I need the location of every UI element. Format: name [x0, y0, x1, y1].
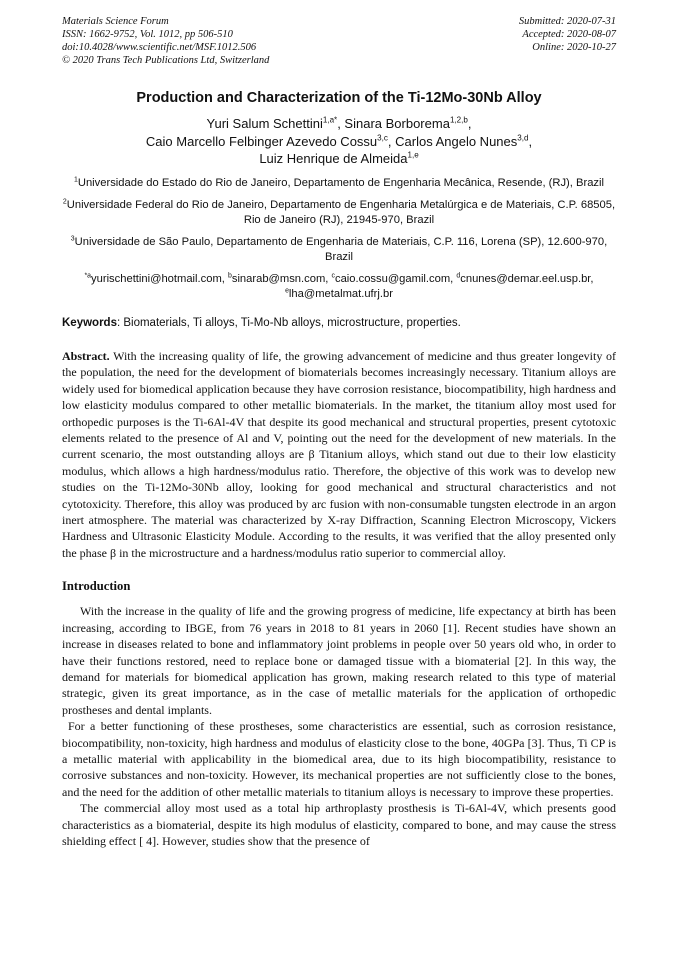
affiliation-3: $^3$Universidade de São Paulo, Departamento de Engenharia de Materiais, C.P. 116, Lorena (SP), 12.600-970, Brazil: [70, 235, 608, 263]
journal-info-block: [62, 15, 269, 67]
section-heading-introduction: Introduction: [62, 579, 131, 594]
affiliation-1: $^1$Universidade do Estado do Rio de Janeiro, Departamento de Engenharia Mecânica, Resende, (RJ), Brazil: [74, 175, 604, 189]
abstract-paragraph: [62, 348, 616, 561]
copyright-line: © 2020 Trans Tech Publications Ltd, Switzerland: [62, 55, 270, 66]
doi-line: doi:10.4028/www.scientific.net/MSF.1012.506: [62, 42, 257, 53]
affiliation-2: $^2$Universidade Federal do Rio de Janeiro, Departamento de Engenharia Metalúrgica e de Materiais, C.P. 68505, Rio de Janeiro (RJ), 21945-970, Brazil: [62, 198, 616, 226]
body-paragraph-2: For a better functioning of these prostheses, some characteristics are essential, such as corrosion resistance, biocompatibility, non-toxicity, high hardness and modulus of elasticity close to the bone, 40GPa [3]. Thus, Ti CP is a metallic material with applicability in the biomedical area, due to its high biocompatibility, resistance to corrosive substances and non-toxicity. However, its mechanical properties are not sufficiently close to the bones, and the need for the addition of other metallic materials to titanium alloys is necessary to improve these properties.: [62, 719, 616, 799]
journal-name: Materials Science Forum: [62, 16, 169, 27]
author-line-1: Yuri Salum Schettini$^{1,a*}$, Sinara Borborema$^{1,2,b}$,: [206, 115, 472, 131]
issn-volume-line: ISSN: 1662-9752, Vol. 1012, pp 506-510: [62, 29, 233, 40]
abstract-label: Abstract.: [62, 349, 110, 363]
keywords-label: Keywords: [62, 317, 117, 329]
submitted-date: Submitted: 2020-07-31: [518, 16, 616, 27]
author-line-3: Luiz Henrique de Almeida$^{1,e}$: [259, 150, 419, 166]
author-line-2: Caio Marcello Felbinger Azevedo Cossu$^{3,c}$, Carlos Angelo Nunes$^{3,d}$,: [145, 133, 533, 149]
author-emails: $^{*a}$yurischettini@hotmail.com, $^b$sinarab@msn.com, $^c$caio.cossu@gamil.com, $^d$cnunes@demar.eel.usp.br, $^e$lha@metalmat.ufrj.br: [84, 272, 594, 300]
submission-dates-block: [519, 15, 616, 67]
introduction-section: [62, 603, 616, 849]
abstract-text: With the increasing quality of life, the growing advancement of medicine and thus greater longevity of the population, the need for the development of biomaterials becomes increasingly necessary. Titanium alloys are widely used for biomedical application because they have corrosion resistance, biocompatibility, high hardness and low elasticity modulus compared to other metallic biomaterials. In the market, the titanium alloy most used for orthopedic purposes is the Ti-6Al-4V that despite its good mechanical and structural properties, present cytotoxic elements related to the presence of Al and V, pointing out the need for the development of new materials. In the current scenario, the most outstanding alloys are β Titanium alloys, which stand out due to their low elasticity modulus, which allows a high hardness/modulus ratio. Therefore, the objective of this work was to develop new studies on the Ti-12Mo-30Nb alloy, looking for good mechanical and structural characteristics and not cytotoxicity. Therefore, this alloy was produced by arc fusion with non-consumable tungsten electrode in an argon inert atmosphere. The material was characterized by X-ray Diffraction, Scanning Electron Microscopy, Vickers Hardness and Ultrasonic Elasticity Module. According to the results, it was verified that the alloy presented only the phase β in the microstructure and a hardness/modulus ratio superior to commercial alloy.: [62, 349, 616, 560]
body-paragraph-1: With the increase in the quality of life and the growing progress of medicine, life expectancy at birth has been increasing, according to IBGE, from 76 years in 2018 to 81 years in 2060 [1]. Recent studies have shown an increase in diseases related to bone and inflammatory joint problems in people over 50 years old who, in order to have their functions restored, need to replace bone or damaged tissue with a biomaterial [2]. In this way, the demand for materials for biomedical application has grown, making research related to this type of material strategic, given its great importance, as in the case of metallic materials for the application of orthopedic prostheses and dental implants.: [62, 604, 616, 717]
body-paragraph-3: The commercial alloy most used as a total hip arthroplasty prosthesis is Ti-6Al-4V, which presents good characteristics as a biomaterial, despite its high modulus of elasticity, compared to bone, and may cause the stress shielding effect [ 4]. However, studies show that the presence of: [62, 801, 616, 848]
journal-header: [62, 15, 616, 67]
keywords-line: [62, 316, 616, 331]
accepted-date: Accepted: 2020-08-07: [522, 29, 616, 40]
online-date: Online: 2020-10-27: [532, 42, 616, 53]
author-list: [62, 115, 616, 168]
keywords-text: : Biomaterials, Ti alloys, Ti-Mo-Nb alloys, microstructure, properties.: [116, 317, 461, 329]
paper-title: Production and Characterization of the Ti-12Mo-30Nb Alloy: [136, 90, 542, 106]
